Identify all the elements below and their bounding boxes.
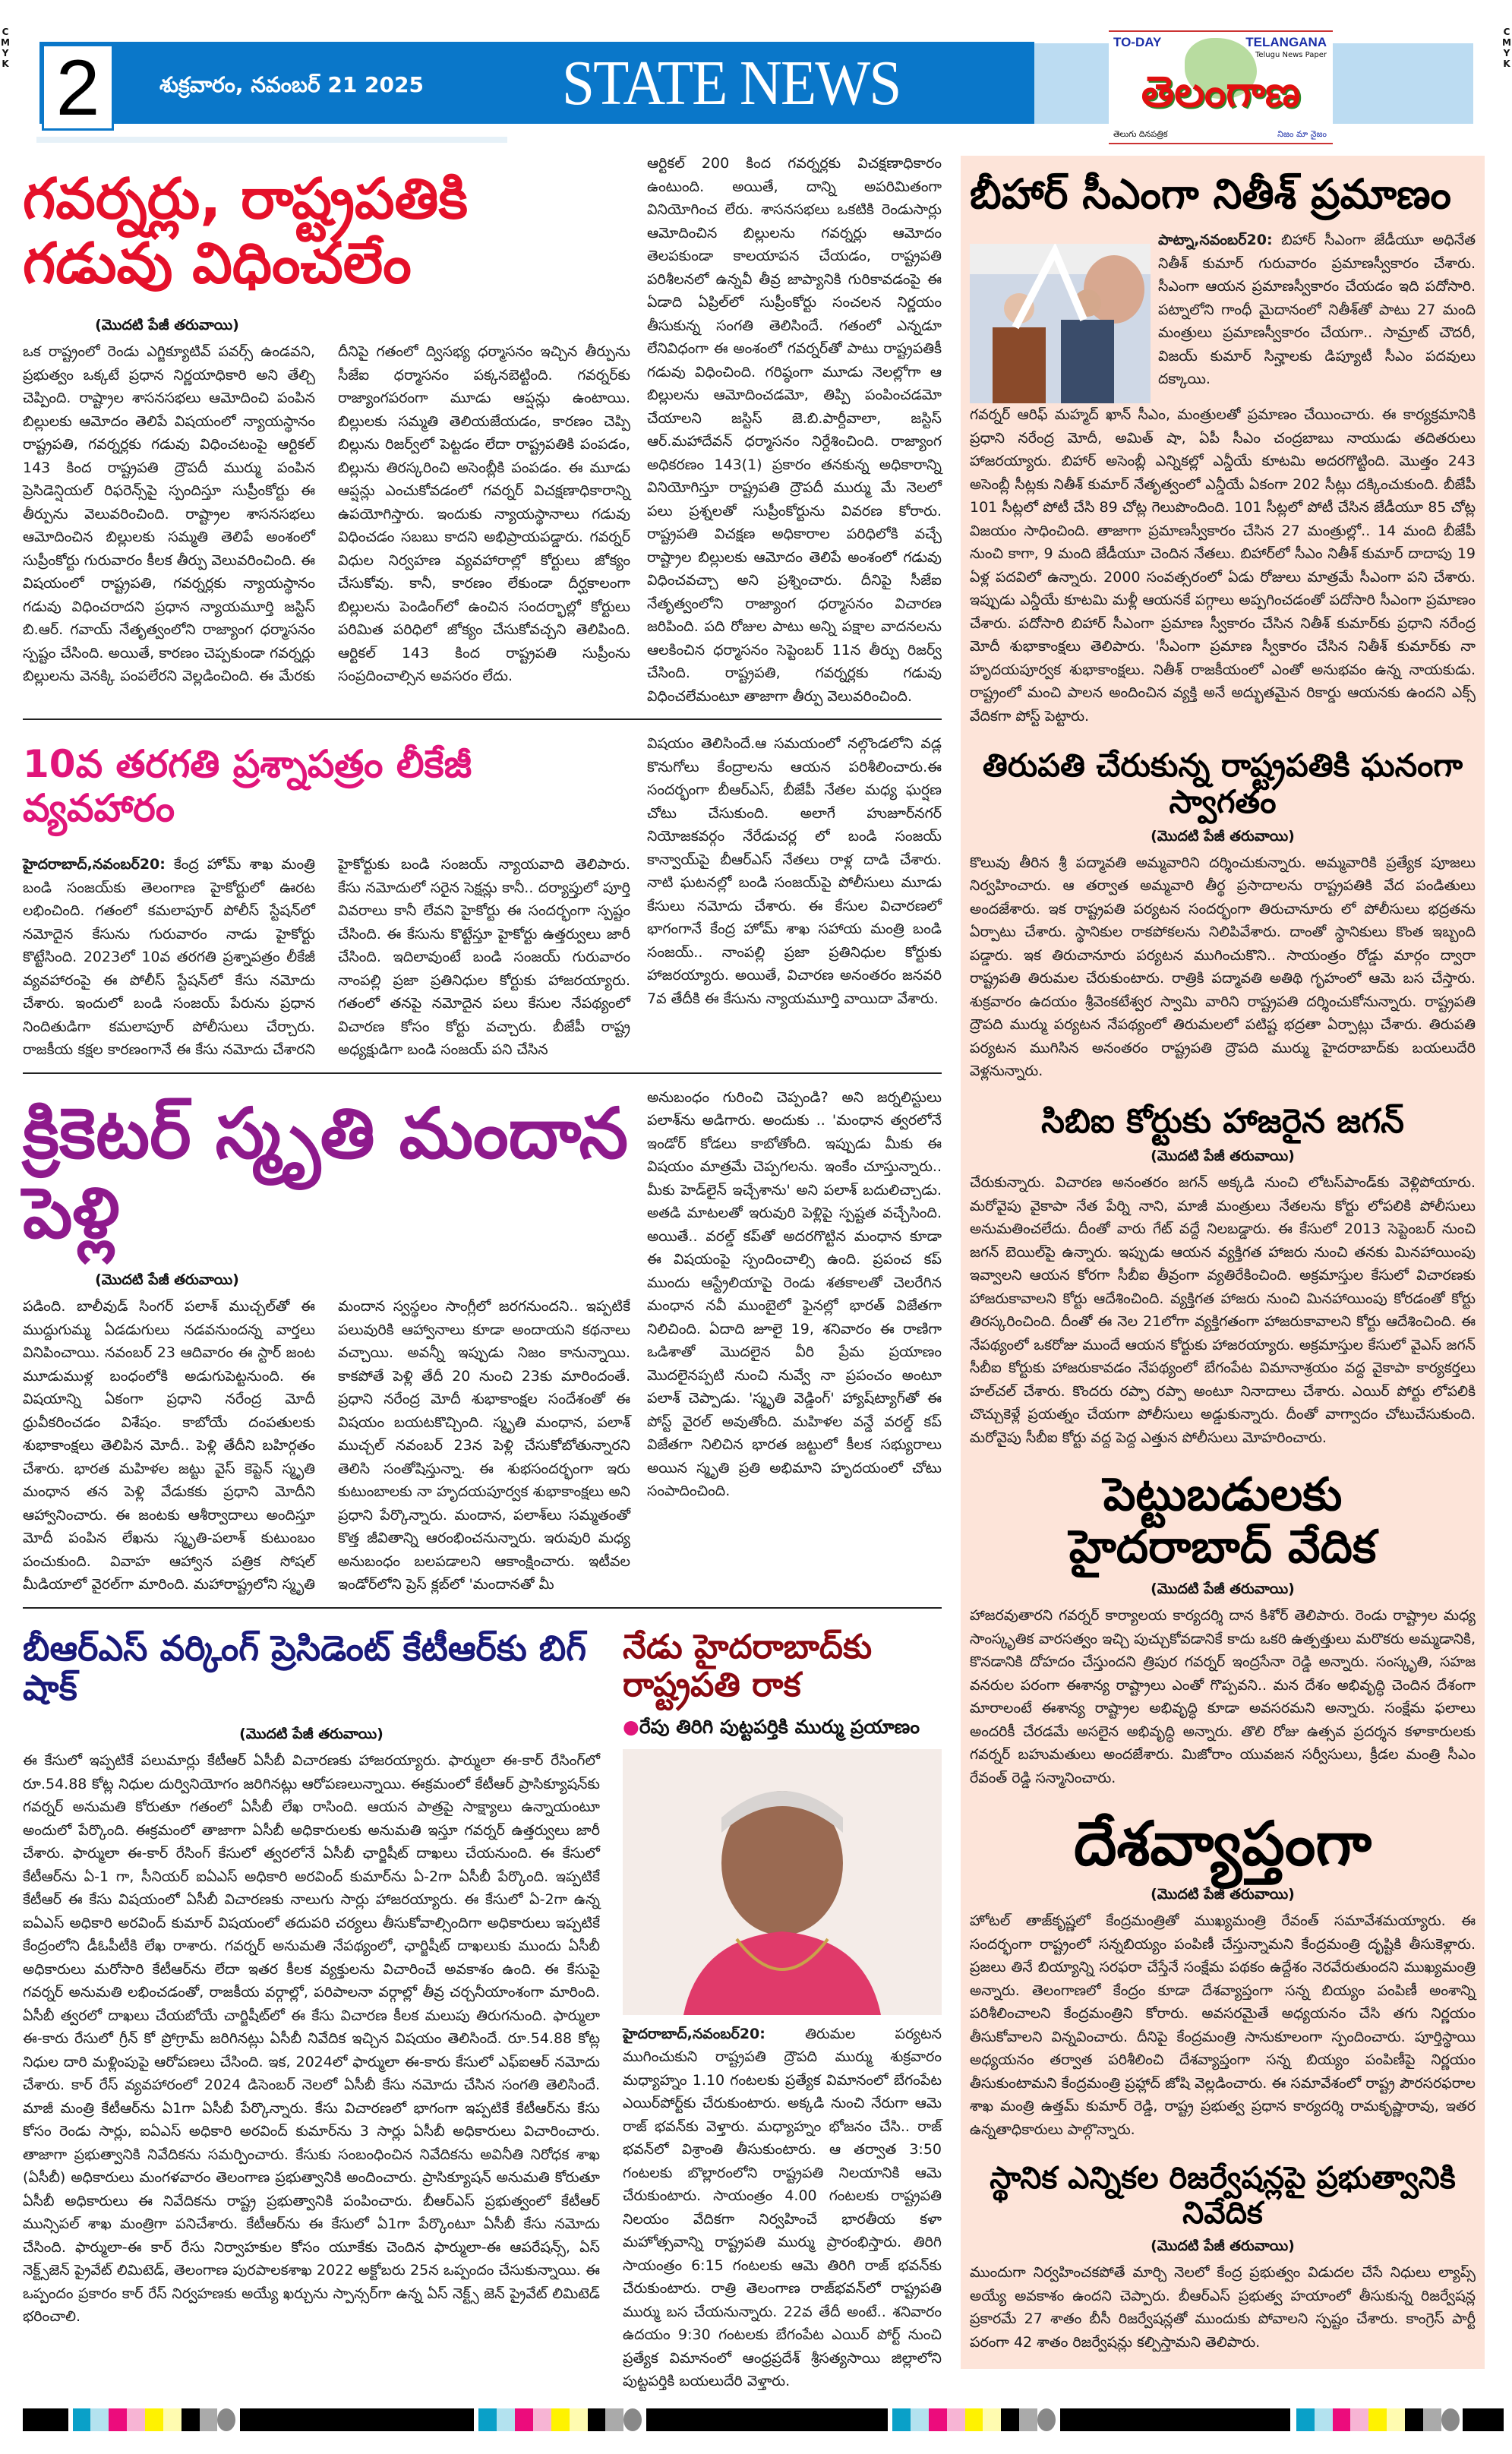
article-investments-body: హాజరవుతారని గవర్నర్ కార్యాలయ కార్యదర్శి దాన కిశోర్ తెలిపారు. రెండు రాష్ట్రాల మధ్య సాంస్కృతిక వారసత్వం ఇచ్చి పుచ్చుకోవడానికే కాదు ఒకరి ఉత్పత్తులు మరొకరు అమ్మడానికి, కొనడానికి దోహదం చేస్తుందని త్రిపుర గవర్నర్ ఇంద్రసేనా రెడ్డి అన్నారు. సంస్కృతి, సహజ వనరుల పరంగా ఈశాన్య రాష్ట్రాలు ఎంతో గొప్పవని.. మన దేశం అభివృద్ధి చెందిన దేశంగా మారాలంటే ఈశాన్య రాష్ట్రాల అభివృద్ధి కూడా అవసరమని అన్నారు. సంక్షేమ ఫలాలు అందరికీ చేరడమే అసలైన అభివృద్ధి అన్నారు. తొలి రోజు ఉత్సవ ప్రదర్శన కళాకారులకు గవర్నర్ బహుమతులు అందజేశారు. మిజోరాం యువజన సర్వీసులు, క్రీడల మంత్రి సీఎం రేవంత్ రెడ్డి సన్మానించారు. [970, 1607, 1476, 1786]
continued-label: (మొదటి పేజీ తరువాయి) [1151, 1886, 1295, 1903]
article-jagan [970, 1103, 1476, 1450]
bottom-row [23, 1621, 942, 2393]
headline-ktr: బీఆర్ఎస్ వర్కింగ్ ప్రెసిడెంట్ కేటీఆర్‌కు బిగ్ షాక్ [23, 1627, 587, 1709]
article-murmu [623, 1621, 942, 2393]
portrait-image [623, 1749, 942, 2015]
article-tirupati-body: కొలువు తీరిన శ్రీ పద్మావతి అమ్మవారిని దర్శించుకున్నారు. అమ్మవారికి ప్రత్యేక పూజలు నిర్వహించారు. ఆ తర్వాత అమ్మవారి తీర్థ ప్రసాదాలను రాష్ట్రపతికి వేద పండితులు అందజేశారు. ఇక రాష్ట్రపతి పర్యటన సందర్భంగా తిరుచానూరు లో పోలీసులు భద్రతను ఏర్పాటు చేశారు. స్థానికుల రాకపోకలను నిలిపివేశారు. దాంతో స్థానికులు కొంత ఇబ్బంది పడ్డారు. ఇక తిరుచానూరు పర్యటన ముగించుకొని.. సాయంత్రం రోడ్డు మార్గం ద్వారా రాష్ట్రపతి తిరుమల చేరుకుంటారు. రాత్రికి పద్మావతి అతిథి గృహంలో ఆమె బస చేస్తారు. శుక్రవారం ఉదయం శ్రీవెంకటేశ్వర స్వామి వారిని రాష్ట్రపతి దర్శించుకోనున్నారు. రాష్ట్రపతి ద్రౌపది ముర్ము పర్యటన నేపథ్యంలో తిరుమలలో పటిష్ట భద్రతా ఏర్పాట్లు చేశారు. తిరుపతి పర్యటన ముగిసిన అనంతరం రాష్ట్రపతి ద్రౌపది ముర్ము హైదరాబాద్‌కు బయలుదేరి వెళ్లనున్నారు. [970, 854, 1476, 1080]
article-paper-leak-body-cont: విషయం తెలిసిందే.ఆ సమయంలో నల్గొండలోని వడ్ల కొనుగోలు కేంద్రాలను ఆయన పరిశీలించారు.ఈ సందర్భంగా బీఆర్ఎస్, బీజేపీ నేతల మధ్య ఘర్షణ చోటు చేసుకుంది. అలాగే హుజూర్‌నగర్ నియోజకవర్గం నేరేడుచర్ల లో బండి సంజయ్ కాన్వాయ్‌పై బీఆర్ఎస్ నేతలు రాళ్ల దాడి చేశారు. నాటి ఘటనల్లో బండి సంజయ్‌పై పోలీసులు మూడు కేసులు నమోదు చేశారు. ఈ కేసుల విచారణలో భాగంగానే కేంద్ర హోమ్ శాఖ సహాయ మంత్రి బండి సంజయ్.. నాంపల్లి ప్రజా ప్రతినిధుల కోర్టుకు హాజరయ్యారు. అయితే, విచారణ అనంతరం జనవరి 7వ తేదీకి ఈ కేసును న్యాయమూర్తి వాయిదా వేశారు. [647, 735, 942, 1007]
dateline: పాట్నా,నవంబర్20: [1158, 232, 1273, 249]
headline-bihar: బీహార్ సీఎంగా నితీశ్ ప్రమాణం [970, 170, 1451, 218]
continued-label: (మొదటి పేజీ తరువాయి) [1151, 2238, 1295, 2255]
headline-reservations: స్థానిక ఎన్నికల రిజర్వేషన్లపై ప్రభుత్వానికి నివేదిక [990, 2161, 1456, 2231]
header-underline [36, 137, 507, 143]
headline-tirupati: తిరుపతి చేరుకున్న రాష్ట్రపతికి ఘనంగా స్వాగతం [982, 747, 1463, 821]
continued-label: (మొదటి పేజీ తరువాయి) [1151, 1148, 1295, 1165]
article-bihar-body-cont: గవర్నర్ ఆరిఫ్ మహ్మద్ ఖాన్ సీఎం, మంత్రులతో ప్రమాణం చేయించారు. ఈ కార్యక్రమానికి ప్రధాని నరేంద్ర మోదీ, అమిత్ షా, ఏపీ సీఎం చంద్రబాబు నాయుడు తదితరులు హాజరయ్యారు. బిహార్ అసెంబ్లీ ఎన్నికల్లో ఎన్డీయే కూటమి అదరగొట్టింది. మొత్తం 243 అసెంబ్లీ సీట్లకు నితీశ్ కుమార్ నేతృత్వంలో ఎన్డీయే ఏకంగా 202 సీట్లు దక్కించుకుంది. బీజేపీ 101 సీట్లలో పోటీ చేసి 89 చోట్ల గెలుపొందింది. 101 సీట్లలో పోటీ చేసిన జేడీయూ 85 చోట్ల విజయం సాధించింది. తాజాగా ప్రమాణస్వీకారం చేసిన 27 మంత్రుల్లో.. 14 మంది బీజేపీ నుంచి కాగా, 9 మంది జేడీయూ చెందిన నేతలు. బిహార్‌లో సీఎం నితీశ్ కుమార్ దాదాపు 19 ఏళ్ల పదవిలో ఉన్నారు. 2000 సంవత్సరంలో ఏడు రోజులు మాత్రమే సీఎంగా పని చేశారు. ఇప్పుడు ఎన్డీయే కూటమి మళ్లీ ఆయనకే పగ్గాలు అప్పగించడంతో పదోసారి సీఎంగా ప్రమాణం చేశారు. పదోసారి బిహార్ సీఎంగా ప్రమాణ స్వీకారం చేసిన నితీశ్ కుమార్‌కు ప్రధాని నరేంద్ర మోదీ శుభాకాంక్షలు తెలిపారు. 'సీఎంగా ప్రమాణ స్వీకారం చేసిన నితీశ్ కుమార్‌కు నా హృదయపూర్వక శుభాకాంక్షలు. నితీశ్ రాజకీయంలో ఎంతో అనుభవం ఉన్న నాయకుడు. రాష్ట్రంలో మంచి పాలన అందించిన వ్యక్తి అనే అద్భుతమైన రికార్డు ఆయనకు ఉందని ఎక్స్ వేదికగా పోస్ట్ పెట్టారు. [970, 406, 1476, 725]
bullet-icon: ● [623, 1715, 639, 1738]
president-murmu-photo [623, 1749, 942, 2015]
article-reservations-body: ముందుగా నిర్వహించకపోతే మార్చి నెలలో కేంద్ర ప్రభుత్వం విడుదల చేసే నిధులు ల్యాప్స్ అయ్యే అవకాశం ఉందని చెప్పారు. బీఆర్ఎస్ ప్రభుత్వ హయాంలో తీసుకున్న రిజర్వేషన్ల ప్రకారమే 27 శాతం బీసీ రిజర్వేషన్లతో ముందుకు పోవాలని స్పష్టం చేశారు. కాంగ్రెస్ పార్టీ పరంగా 42 శాతం రిజర్వేషన్లు కల్పిస్తామని తెలిపారు. [970, 2264, 1476, 2351]
article-ktr [23, 1621, 600, 2393]
dateline: హైదరాబాద్,నవంబర్20: [623, 2025, 765, 2042]
color-calibration-strip [23, 2408, 1504, 2431]
registration-mark-left: CMYK [1, 27, 10, 69]
section-title: STATE NEWS [562, 48, 901, 118]
article-governors-body-cont: ఆర్టికల్ 200 కింద గవర్నర్లకు విచక్షణాధికారం ఉంటుంది. అయితే, దాన్ని అపరిమితంగా వినియోగించ లేరు. శాసనసభలు ఒకటికి రెండుసార్లు ఆమోదించిన బిల్లులను గవర్నర్లు ఆమోదం తెలపకుండా కాలయాపన చేయడం, రాష్ట్రపతి పరిశీలనలో ఉన్నవీ తీవ్ర జాప్యానికి గురికావడంపై ఈ ఏడాది ఏప్రిల్‌లో సుప్రీంకోర్టు సంచలన నిర్ణయం తీసుకున్న సంగతి తెలిసిందే. గతంలో ఎన్నడూ లేనివిధంగా ఈ అంశంలో గవర్నర్‌తో పాటు రాష్ట్రపతికీ గడువు విధించింది. గరిష్ఠంగా మూడు నెలల్లోగా ఆ బిల్లులను ఆమోదించడమో, తిప్పి పంపించడమో చేయాలని జస్టిస్ జె.బి.పార్దీవాలా, జస్టిస్ ఆర్.మహాదేవన్ ధర్మాసనం నిర్దేశించింది. రాజ్యాంగ అధికరణం 143(1) ప్రకారం తనకున్న అధికారాన్ని వినియోగిస్తూ రాష్ట్రపతి ద్రౌపదీ ముర్ము మే నెలలో పలు ప్రశ్నలతో సుప్రీంకోర్టును వివరణ కోరారు. రాష్ట్రపతి విచక్షణ అధికారాల పరిధిలోకి వచ్చే రాష్ట్రాల బిల్లులకు ఆమోదం తెలిపే అంశంలో గడువు విధించవచ్చా అని ప్రశ్నించారు. దీనిపై సీజేఐ నేతృత్వంలోని రాజ్యాంగ ధర్మాసనం విచారణ జరిపింది. పది రోజుల పాటు అన్ని పక్షాల వాదనలను ఆలకించిన ధర్మాసనం సెప్టెంబర్ 11న తీర్పు రిజర్వ్ చేసింది. రాష్ట్రపతి, గవర్నర్లకు గడువు విధించలేమంటూ తాజాగా తీర్పు వెలువరించింది. [647, 155, 942, 705]
right-sidebar [961, 156, 1485, 2369]
dateline: హైదరాబాద్,నవంబర్20: [23, 856, 166, 873]
newspaper-logo [1109, 30, 1333, 144]
continued-label: (మొదటి పేజీ తరువాయి) [95, 317, 239, 334]
logo-tagline: Telugu News Paper [1255, 51, 1327, 59]
article-reservations [970, 2161, 1476, 2354]
headline-nationwide: దేశవ్యాప్తంగా [1073, 1808, 1372, 1880]
article-paper-leak [23, 732, 942, 1074]
subheadline-murmu [623, 1714, 942, 1740]
article-bihar [970, 171, 1476, 728]
article-mandhana-body: పడింది. బాలీవుడ్ సింగర్ పలాశ్ ముచ్చల్‌తో ఈ ముద్దుగుమ్మ ఏడడుగులు నడవనుందన్న వార్తలు వినిపించాయి. నవంబర్ 23 ఆదివారం ఈ స్టార్ జంట మూడుముళ్ల బంధంలోకి అడుగుపెట్టనుంది. ఈ విషయాన్ని ఏకంగా ప్రధాని నరేంద్ర మోదీ ధ్రువీకరించడం విశేషం. కాబోయే దంపతులకు శుభాకాంక్షలు తెలిపిన మోదీ.. పెళ్లి తేదీని బహిర్గతం చేశారు. భారత మహిళల జట్టు వైస్ కెప్టెన్ స్మృతి మంధాన తన పెళ్లి వేడుకకు ప్రధాని మోదీని ఆహ్వానించారు. ఈ జంటకు ఆశీర్వాదాలు అందిస్తూ మోదీ పంపిన లేఖను స్మృతి-పలాశ్ కుటుంబం పంచుకుంది. వివాహ ఆహ్వాన పత్రిక సోషల్ మీడియాలో వైరల్‌గా మారింది. మహారాష్ట్రలోని స్మృతి మందాన స్వస్థలం సాంగ్లీలో జరగనుందని.. ఇప్పటికే పలువురికి ఆహ్వానాలు కూడా అందాయని కథనాలు వచ్చాయి. అవన్నీ ఇప్పుడు నిజం కానున్నాయి. కాకపోతే పెళ్లి తేదీ 20 నుంచి 23కు మారిందంతే. ప్రధాని నరేంద్ర మోదీ శుభాకాంక్షల సందేశంతో ఈ విషయం బయటకొచ్చింది. స్మృతి మంధాన, పలాశ్ ముచ్చల్ నవంబర్ 23న పెళ్లి చేసుకోబోతున్నారని తెలిసి సంతోషిస్తున్నా. ఈ శుభసందర్భంగా ఇరు కుటుంబాలకు నా హృదయపూర్వక శుభాకాంక్షలు అని ప్రధాని పేర్కొన్నారు. మందాన, పలాశ్‌లు సమ్మతంతో కొత్త జీవితాన్ని ఆరంభించనున్నారు. ఇరువురి మధ్య అనుబంధం బలపడాలని ఆకాంక్షించారు. ఇటీవల ఇండోర్‌లోని ప్రెస్ క్లబ్‌లో 'మందానతో మీ [23, 1298, 630, 1593]
continued-label: (మొదటి పేజీ తరువాయి) [1151, 827, 1295, 845]
logo-telangana: TELANGANA [1245, 35, 1327, 49]
continued-label: (మొదటి పేజీ తరువాయి) [1151, 1581, 1295, 1598]
headline-murmu: నేడు హైదరాబాద్‌కు రాష్ట్రపతి రాక [623, 1627, 873, 1705]
headline-mandhana: క్రికెటర్ స్మృతి మందాన పెళ్లి [23, 1092, 629, 1255]
registration-mark-right: CMYK [1502, 27, 1511, 69]
article-paper-leak-body [23, 853, 630, 1062]
logo-bottom-left: తెలుగు దినపత్రిక [1113, 129, 1168, 139]
headline-investments-1: పెట్టుబడులకు [1103, 1468, 1343, 1522]
article-bihar-body [1158, 229, 1476, 403]
article-governors [23, 152, 942, 720]
modi-nitish-photo [970, 244, 1151, 403]
article-nationwide [970, 1809, 1476, 2141]
article-tirupati [970, 747, 1476, 1083]
article-mandhana-body-cont: అనుబంధం గురించి చెప్పండి? అని జర్నలిస్టులు పలాశ్‌ను అడిగారు. అందుకు .. 'మంధాన త్వరలోనే ఇండోర్ కోడలు కాబోతోంది. ఇప్పుడు మీకు ఈ విషయం మాత్రమే చెప్పగలను. ఇంకేం చూస్తున్నారు.. మీకు హెడ్‌లైన్ ఇచ్చేశాను' అని పలాశ్ బదులిచ్చాడు. అతడి మాటలతో ఇరువురి పెళ్లిపై స్పష్టత వచ్చేసింది. అయితే.. వరల్డ్ కప్‌తో అదరగొట్టిన మంధాన కూడా ఈ విషయంపై స్పందించాల్సి ఉంది. ప్రపంచ కప్ ముందు ఆస్ట్రేలియాపై రెండు శతకాలతో చెలరేగిన మంధాన నవీ ముంబైలో ఫైనల్లో భారత్ విజేతగా నిలిచింది. ఏదాది జూలై 19, శనివారం ఈ రాణిగా ఒడిశాతో మొదలైన వీరి ప్రేమ ప్రయాణం మొదలైనప్పటి నుంచి నువ్వే నా ప్రపంచం అంటూ పలాశ్ చెప్పాడు. 'స్మృతి వెడ్డింగ్' హ్యాష్‌ట్యాగ్‌తో ఈ పోస్ట్ వైరల్ అవుతోంది. మహిళల వన్డే వరల్డ్ కప్ విజేతగా నిలిచిన భారత జట్టులో కీలక సభ్యురాలు అయిన స్మృతి ప్రతి అభిమాని హృదయంలో చోటు సంపాదించింది. [647, 1088, 942, 1499]
article-governors-body: ఒక రాష్ట్రంలో రెండు ఎగ్జిక్యూటివ్ పవర్స్ ఉండవని, ప్రభుత్వం ఒక్కటే ప్రధాన నిర్ణయాధికారి అని తేల్చి చెప్పింది. రాష్ట్రాల శాసనసభలు ఆమోదించి పంపిన బిల్లులకు ఆమోదం తెలిపే విషయంలో న్యాయస్థానం రాష్ట్రపతి, గవర్నర్లకు గడువు విధించటంపై ఆర్టికల్ 143 కింద రాష్ట్రపతి ద్రౌపదీ ముర్ము పంపిన ప్రెసిడెన్షియల్ రిఫరెన్స్‌పై స్పందిస్తూ సుప్రీంకోర్టు ఈ తీర్పును వెలువరించింది. రాష్ట్రాల శాసనసభలు ఆమోదించిన బిల్లులకు సమ్మతి తెలిపే అంశంలో సుప్రీంకోర్టు గురువారం కీలక తీర్పు వెలువరించింది. ఈ విషయంలో రాష్ట్రపతి, గవర్నర్లకు న్యాయస్థానం గడువు విధించరాదని ప్రధాన న్యాయమూర్తి జస్టిస్ బి.ఆర్. గవాయ్ నేతృత్వంలోని రాజ్యాంగ ధర్మాసనం స్పష్టం చేసింది. అయితే, కారణం చెప్పకుండా గవర్నర్లు బిల్లులను వెనక్కి పంపలేరని వెల్లడించింది. ఈ మేరకు దీనిపై గతంలో ద్విసభ్య ధర్మాసనం ఇచ్చిన తీర్పును సీజేఐ ధర్మాసనం పక్కనబెట్టింది. గవర్నర్‌కు రాజ్యాంగపరంగా మూడు ఆప్షన్లు ఉంటాయి. బిల్లులకు సమ్మతి తెలియజేయడం, కారణం చెప్పి బిల్లును రిజర్వ్‌లో పెట్టడం లేదా రాష్ట్రపతికి పంపడం, బిల్లును తిరస్కరించి అసెంబ్లీకి పంపడం. ఈ మూడు ఆప్షన్లు ఎంచుకోవడంలో గవర్నర్ విచక్షణాధికారాన్ని ఉపయోగిస్తారు. ఇందుకు న్యాయస్థానాలు గడువు విధించడం సబబు కాదని అభిప్రాయపడ్డారు. గవర్నర్ విధుల నిర్వహణ వ్యవహారాల్లో కోర్టులు జోక్యం చేసుకోవు. కానీ, కారణం లేకుండా దీర్ఘకాలంగా బిల్లులను పెండింగ్‌లో ఉంచిన సందర్భాల్లో కోర్టులు పరిమిత పరిధిలో జోక్యం చేసుకోవచ్చని తెలిపింది. ఆర్టికల్ 143 కింద రాష్ట్రపతి సుప్రీంను సంప్రదించాల్సిన అవసరం లేదు. [23, 343, 630, 685]
issue-date: శుక్రవారం, నవంబర్ 21 2025 [159, 72, 424, 97]
body-text: బిహార్ సీఎంగా జేడీయూ అధినేత నితీశ్ కుమార్ గురువారం ప్రమాణస్వీకారం చేశారు. సీఎంగా ఆయన ప్రమాణస్వీకారం చేయడం ఇది పదోసారి. పట్నాలోని గాంధీ మైదానంలో నితీశ్‌తో పాటు 27 మంది మంత్రులు ప్రమాణస్వీకారం చేయగా.. సామ్రాట్ చౌదరీ, విజయ్ కుమార్ సిన్హాలకు డిప్యూటీ సీఎం పదవులు దక్కాయి. [1158, 232, 1476, 388]
article-investments [970, 1469, 1476, 1789]
logo-motto: నిజం మా నైజం [1277, 129, 1327, 139]
subhead-text: రేపు తిరిగి పుట్టపర్తికి ముర్ము ప్రయాణం [639, 1715, 920, 1738]
logo-name: తెలంగాణ [1141, 68, 1301, 117]
article-murmu-body [623, 2023, 942, 2393]
article-mandhana [23, 1086, 942, 1609]
continued-label: (మొదటి పేజీ తరువాయి) [239, 1726, 384, 1743]
headline-jagan: సిబిఐ కోర్టుకు హాజరైన జగన్ [1041, 1101, 1404, 1141]
page-number: 2 [42, 44, 114, 131]
article-nationwide-body: హోటల్ తాజ్‌కృష్ణలో కేంద్రమంత్రితో ముఖ్యమంత్రి రేవంత్ సమావేశమయ్యారు. ఈ సందర్భంగా రాష్ట్రంలో సన్నబియ్యం పంపిణీ చేస్తున్నామని కేంద్రమంత్రి దృష్టికి తీసుకెళ్లారు. ప్రజలు తినే బియ్యాన్ని సరఫరా చేస్తేనే సంక్షేమ పథకం ఉద్దేశం నెరవేరుతుందని ముఖ్యమంత్రి అన్నారు. తెలంగాణలో కేంద్రం కూడా దేశవ్యాప్తంగా సన్న బియ్యం పంపిణీ అంశాన్ని పరిశీలించాలని కేంద్రమంత్రిని కోరారు. అవసరమైతే అధ్యయనం చేసి తగు నిర్ణయం తీసుకోవాలని విన్నవించారు. దీనిపై కేంద్రమంత్రి సానుకూలంగా స్పందించారు. పూర్తిస్థాయి అధ్యయనం తర్వాత పరిశీలించి దేశవ్యాప్తంగా సన్న బియ్యం పంపిణీపై నిర్ణయం తీసుకుంటామని కేంద్రమంత్రి ప్రహ్లాద్ జోషి వెల్లడించారు. ఈ సమావేశంలో రాష్ట్ర పౌరసరఫరాల శాఖ మంత్రి ఉత్తమ్ కుమార్ రెడ్డి, రాష్ట్ర ప్రభుత్వ ప్రధాన కార్యదర్శి రామకృష్ణారావు, ఇతర ఉన్నతాధికారులు పాల్గొన్నారు. [970, 1912, 1476, 2138]
continued-label: (మొదటి పేజీ తరువాయి) [95, 1271, 239, 1289]
bihar-lead [970, 229, 1476, 403]
rally-image [970, 244, 1151, 403]
headline-governors: గవర్నర్లు, రాష్ట్రపతికి గడువు విధించలేం [23, 166, 469, 297]
body-text: కేంద్ర హోమ్ శాఖ మంత్రి బండి సంజయ్‌కు తెలంగాణ హైకోర్టులో ఊరట లభించింది. గతంలో కమలాపూర్ పోలీస్ స్టేషన్‌లో నమోదైన కేసును గురువారం నాడు హైకోర్టు కొట్టేసింది. 2023లో 10వ తరగతి ప్రశ్నాపత్రం లీకేజీ వ్యవహారంపై ఈ పోలీస్ స్టేషన్‌లో కేసు నమోదు చేశారు. ఇందులో బండి సంజయ్ పేరును ప్రధాన నిందితుడిగా కమలాపూర్ పోలీసులు చేర్చారు. రాజకీయ కక్షల కారణంగానే ఈ కేసు నమోదు చేశారని హైకోర్టుకు బండి సంజయ్ న్యాయవాది తెలిపారు. కేసు నమోదులో సరైన సెక్షన్లు కానీ.. దర్యాప్తులో పూర్తి వివరాలు కానీ లేవని హైకోర్టు ఈ సందర్భంగా స్పష్టం చేసింది. ఈ కేసును కొట్టేస్తూ హైకోర్టు ఉత్తర్వులు జారీ చేసింది. ఇదిలావుంటే బండి సంజయ్ గురువారం నాంపల్లి ప్రజా ప్రతినిధుల కోర్టుకు హాజరయ్యారు. గతంలో తనపై నమోదైన పలు కేసుల నేపథ్యంలో విచారణ కోసం కోర్టు వచ్చారు. బీజేపీ రాష్ట్ర అధ్యక్షుడిగా బండి సంజయ్ పని చేసిన [23, 856, 630, 1058]
article-jagan-body: చేరుకున్నారు. విచారణ అనంతరం జగన్ అక్కడి నుంచి లోటస్‌పాండ్‌కు వెళ్లిపోయారు. మరోవైపు వైకాపా నేత పేర్ని నాని, మాజీ మంత్రులు నేతలను కోర్టు లోపలికి పోలీసులు అనుమతించలేదు. దీంతో వారు గేట్ వద్దే నిలబడ్డారు. ఈ కేసులో 2013 సెప్టెంబర్ నుంచి జగన్ బెయిల్‌పై ఉన్నారు. ఇప్పుడు ఆయన వ్యక్తిగత హాజరు నుంచి తనకు మినహాయింపు ఇవ్వాలని ఆయన కోరగా సీబీఐ తీవ్రంగా వ్యతిరేకించింది. అక్రమాస్తుల కేసులో విచారణకు హాజరుకావాలని కోర్టు ఆదేశించింది. వ్యక్తిగత హాజరు నుంచి మినహాయింపు కోరడంతో కోర్టు తిరస్కరించింది. దీంతో ఈ నెల 21లోగా వ్యక్తిగతంగా హాజరుకావాలని కోర్టు ఆదేశించింది. ఈ నేపథ్యంలో ఒకరోజు ముందే ఆయన కోర్టుకు హాజరయ్యారు. అక్రమాస్తుల కేసులో వైఎస్ జగన్ సీబీఐ కోర్టుకు హాజరుకావడం నేపథ్యంలో బేగంపేట విమానాశ్రయం వద్ద వైకాపా కార్యకర్తలు హల్‌చల్ చేశారు. కొందరు రప్పా రప్పా అంటూ నినాదాలు చేశారు. ఎయిర్ పోర్టు లోపలికి చొచ్చుకెళ్లే ప్రయత్నం చేయగా పోలీసులు అడ్డుకున్నారు. దీంతో వాగ్వాదం చోటుచేసుకుంది. మరోవైపు సీబీఐ కోర్టు వద్ద పెద్ద ఎత్తున పోలీసులు మోహరించారు. [970, 1174, 1476, 1446]
body-text: తిరుమల పర్యటన ముగించుకుని రాష్ట్రపతి ద్రౌపది ముర్ము శుక్రవారం మధ్యాహ్నం 1.10 గంటలకు ప్రత్యేక విమానంలో బేగంపేట ఎయిర్‌పోర్ట్‌కు చేరుకుంటారు. అక్కడి నుంచి నేరుగా ఆమె రాజ్ భవన్‌కు వెళ్తారు. మధ్యాహ్నం భోజనం చేసి.. రాజ్ భవన్‌లో విశ్రాంతి తీసుకుంటారు. ఆ తర్వాత 3:50 గంటలకు బొల్లారంలోని రాష్ట్రపతి నిలయానికి ఆమె చేరుకుంటారు. సాయంత్రం 4.00 గంటలకు రాష్ట్రపతి నిలయం వేదికగా నిర్వహించే భారతీయ కళా మహోత్సవాన్ని రాష్ట్రపతి ముర్ము ప్రారంభిస్తారు. తిరిగి సాయంత్రం 6:15 గంటలకు ఆమె తిరిగి రాజ్ భవన్‌కు చేరుకుంటారు. రాత్రి తెలంగాణ రాజ్‌భవన్‌లో రాష్ట్రపతి ముర్ము బస చేయనున్నారు. 22వ తేదీ అంటే.. శనివారం ఉదయం 9:30 గంటలకు బేగంపేట ఎయిర్ పోర్ట్ నుంచి ప్రత్యేక విమానంలో ఆంధ్రప్రదేశ్ శ్రీసత్యసాయి జిల్లాలోని పుట్టపర్తికి బయలుదేరి వెళ్తారు. [623, 2025, 942, 2390]
headline-paper-leak: 10వ తరగతి ప్రశ్నాపత్రం లీకేజీ వ్యవహారం [23, 742, 472, 830]
headline-investments-2: హైదరాబాద్ వేదిక [1069, 1521, 1377, 1574]
main-news-area [23, 152, 942, 2393]
article-ktr-body: ఈ కేసులో ఇప్పటికే పలుమార్లు కేటీఆర్ ఏసీబీ విచారణకు హాజరయ్యారు. ఫార్ములా ఈ-కార్ రేసింగ్‌లో రూ.54.88 కోట్ల నిధుల దుర్వినియోగం జరిగినట్లు ఆరోపణలున్నాయి. ఈక్రమంలో కేటీఆర్ ప్రాసిక్యూషన్‌కు గవర్నర్ అనుమతి కోరుతూ గతంలో ఏసీబీ లేఖ రాసింది. ఆయన పాత్రపై సాక్ష్యాలు ఉన్నాయంటూ అందులో పేర్కొంది. ఈక్రమంలో తాజాగా ఏసీబీ అధికారులకు అనుమతి ఇస్తూ గవర్నర్ ఉత్తర్వులు జారీ చేశారు. ఫార్ములా ఈ-కార్ రేసింగ్ కేసులో త్వరలోనే ఏసీబీ ఛార్జిషీట్ దాఖలు చేయనుంది. ఈ కేసులో కేటీఆర్‌ను ఏ-1 గా, సీనియర్ ఐఏఎస్ అధికారి అరవింద్ కుమార్‌ను ఏ-2గా ఏసీబీ పేర్కొంది. ఇప్పటికే కేటీఆర్ ఈ కేసు విషయంలో ఏసీబీ విచారణకు నాలుగు సార్లు హాజరయ్యారు. ఈ కేసులో ఏ-2గా ఉన్న ఐఏఎస్ అధికారి అరవింద్ కుమార్ విషయంలో తదుపరి చర్యలు తీసుకోవాల్సిందిగా అధికారులు ఇప్పటికే కేంద్రంలోని డీఓపీటీకి లేఖ రాశారు. గవర్నర్ అనుమతి నేపథ్యంలో, ఛార్జిషీట్ దాఖలుకు ముందు ఏసీబీ అధికారులు మరోసారి కేటీఆర్‌ను లేదా ఇతర కీలక వ్యక్తులను విచారించే అవకాశం ఉంది. ఈ కేసుపై గవర్నర్ అనుమతి లభించడంతో, రాజకీయ వర్గాల్లో, పరిపాలనా వర్గాల్లో తీవ్ర చర్చనీయాంశంగా మారింది. ఏసీబీ త్వరలో దాఖలు చేయబోయే చార్జిషీట్‌లో ఈ కేసు విచారణ కీలక మలుపు తిరుగనుంది. ఫార్ములా ఈ-కారు రేసులో గ్రీన్ కో ప్రోగ్రామ్ జరిగినట్లు ఏసీబీ నివేదిక ఇచ్చిన విషయం తెలిసిందే. రూ.54.88 కోట్ల నిధుల దారి మళ్లింపుపై ఆరోపణలు చేసింది. ఇక, 2024లో ఫార్ములా ఈ-కారు కేసులో ఎఫ్ఐఆర్ నమోదు చేశారు. కార్ రేస్ వ్యవహారంలో 2024 డిసెంబర్ నెలలో ఏసీబీ కేసు నమోదు చేసిన సంగతి తెలిసిందే. మాజీ మంత్రి కేటీఆర్‌ను ఏ1గా ఏసీబీ పేర్కొన్నారు. కేసు విచారణలో భాగంగా ఇప్పటికే కేటీఆర్‌ను కేసు కోసం రెండు సార్లు, ఐఏఎస్ అధికారి అరవింద్ కుమార్‌ను 3 సార్లు ఏసీబీ అధికారులు విచారించారు. తాజాగా ప్రభుత్వానికి నివేదికను సమర్పించారు. కేసుకు సంబంధించిన నివేదికను అవినీతి నిరోధక శాఖ (ఏసీబీ) అధికారులు మంగళవారం తెలంగాణ ప్రభుత్వానికి అందించారు. ప్రాసిక్యూషన్ అనుమతి కోరుతూ ఏసీబీ అధికారులు ఈ నివేదికను రాష్ట్ర ప్రభుత్వానికి పంపించారు. బీఆర్ఎస్ ప్రభుత్వంలో కేటీఆర్ మున్సిపల్ శాఖ మంత్రిగా పనిచేశారు. కేటీఆర్‌ను ఈ కేసులో ఏ1గా పేర్కొంటూ ఏసీబీ కేసు నమోదు చేసింది. ఫార్ములా-ఈ కార్ రేసు నిర్వాహకుల కోసం యూకేకు చెందిన ఫార్ములా-ఈ ఆపరేషన్స్, ఏస్ నెక్ట్స్‌జెన్ ప్రైవేట్ లిమిటెడ్, తెలంగాణ పురపాలకశాఖ 2022 అక్టోబరు 25న ఒప్పందం చేసుకున్నాయి. ఈ ఒప్పందం ప్రకారం కార్ రేస్ నిర్వహణకు అయ్యే ఖర్చును స్పాన్సర్‌గా ఉన్న ఏస్ నెక్ట్స్ జెన్ ప్రైవేట్ లిమిటెడ్ భరించాలి. [23, 1752, 600, 2326]
logo-today: TO-DAY [1113, 35, 1162, 49]
